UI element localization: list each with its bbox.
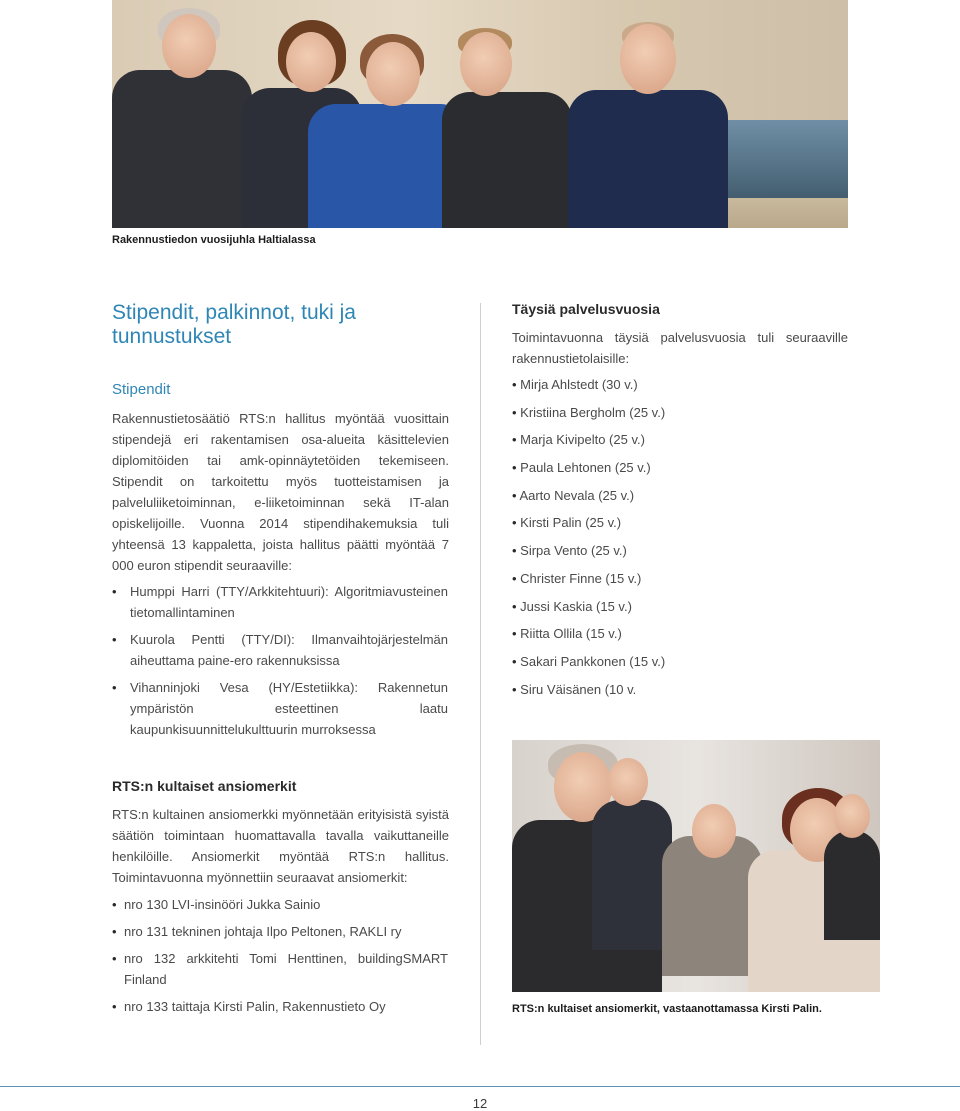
list-item: • Kirsti Palin (25 v.) xyxy=(512,513,852,541)
list-item: • Kristiina Bergholm (25 v.) xyxy=(512,403,852,431)
ansiomerkit-heading-text: RTS:n kultaiset ansiomerkit xyxy=(112,778,297,794)
top-photo-caption: Rakennustiedon vuosijuhla Haltialassa xyxy=(112,234,316,246)
ansiomerkit-list xyxy=(124,894,448,1023)
list-item: • nro 131 tekninen johtaja Ilpo Peltonen, RAKLI ry xyxy=(124,921,448,942)
stipendit-text: Rakennustietosäätiö RTS:n hallitus myöntää vuosittain stipendejä eri rakentamisen osa-alueita käsittelevien diplomitöiden tai amk-opinnäytetöiden tekemiseen. Stipendit on tarkoitettu myös tuotteistamisen ja palveluliiketoiminnan, e-liiketoiminnan sekä IT-alan opiskelijoille. Vuonna 2014 stipendihakemuksia tuli yhteensä 13 kappaletta, joista hallitus päätti myöntää 7 000 euron stipendit seuraaville: xyxy=(112,411,449,573)
footer-rule xyxy=(0,1086,960,1087)
list-item: • Christer Finne (15 v.) xyxy=(512,569,852,597)
list-item: • Siru Väisänen (10 v. xyxy=(512,680,852,708)
list-item: • nro 130 LVI-insinööri Jukka Sainio xyxy=(124,894,448,915)
list-item: • Mirja Ahlstedt (30 v.) xyxy=(512,375,852,403)
list-item: • nro 133 taittaja Kirsti Palin, Rakennustieto Oy xyxy=(124,996,448,1017)
palvelusvuosia-heading: Täysiä palvelusvuosia xyxy=(512,301,660,317)
section-title-line1: Stipendit, palkinnot, tuki ja xyxy=(112,301,356,324)
palvelusvuosia-intro: Toimintavuonna täysiä palvelusvuosia tuli seuraaville rakennustietolaisille: xyxy=(512,330,848,366)
list-item: • Vihanninjoki Vesa (HY/Estetiikka): Rakennetun ympäristön esteettinen laatu kaupunkisuunnittelukulttuurin murroksessa xyxy=(130,677,448,740)
list-item: • Aarto Nevala (25 v.) xyxy=(512,486,852,514)
bottom-photo xyxy=(512,740,880,992)
list-item: • nro 132 arkkitehti Tomi Henttinen, buildingSMART Finland xyxy=(124,948,448,990)
list-item: • Sirpa Vento (25 v.) xyxy=(512,541,852,569)
column-divider xyxy=(480,303,481,1045)
stipendit-heading: Stipendit xyxy=(112,381,171,398)
ansiomerkit-text: RTS:n kultainen ansiomerkki myönnetään erityisistä syistä säätiön toimintaan huomattavalla tavalla vaikuttaneille henkilöille. Ansiomerkit myöntää RTS:n hallitus. Toimintavuonna myönnettiin seuraavat ansiomerkit: xyxy=(112,807,449,885)
section-title-line2: tunnustukset xyxy=(112,325,232,348)
list-item: • Jussi Kaskia (15 v.) xyxy=(512,597,852,625)
bottom-photo-caption: RTS:n kultaiset ansiomerkit, vastaanottamassa Kirsti Palin. xyxy=(512,1003,822,1015)
list-item: • Paula Lehtonen (25 v.) xyxy=(512,458,852,486)
list-item: • Humppi Harri (TTY/Arkkitehtuuri): Algoritmiavusteinen tietomallintaminen xyxy=(130,581,448,623)
top-photo xyxy=(112,0,848,228)
list-item: • Kuurola Pentti (TTY/DI): Ilmanvaihtojärjestelmän aiheuttama paine-ero rakennuksissa xyxy=(130,629,448,671)
section-title xyxy=(112,301,472,349)
stipendit-list xyxy=(130,581,448,746)
list-item: • Riitta Ollila (15 v.) xyxy=(512,624,852,652)
ansiomerkit-heading xyxy=(112,778,296,794)
page-number: 12 xyxy=(472,1096,488,1111)
photo-window xyxy=(708,120,848,198)
palvelusvuosia-list xyxy=(512,375,852,707)
list-item: • Marja Kivipelto (25 v.) xyxy=(512,430,852,458)
list-item: • Sakari Pankkonen (15 v.) xyxy=(512,652,852,680)
